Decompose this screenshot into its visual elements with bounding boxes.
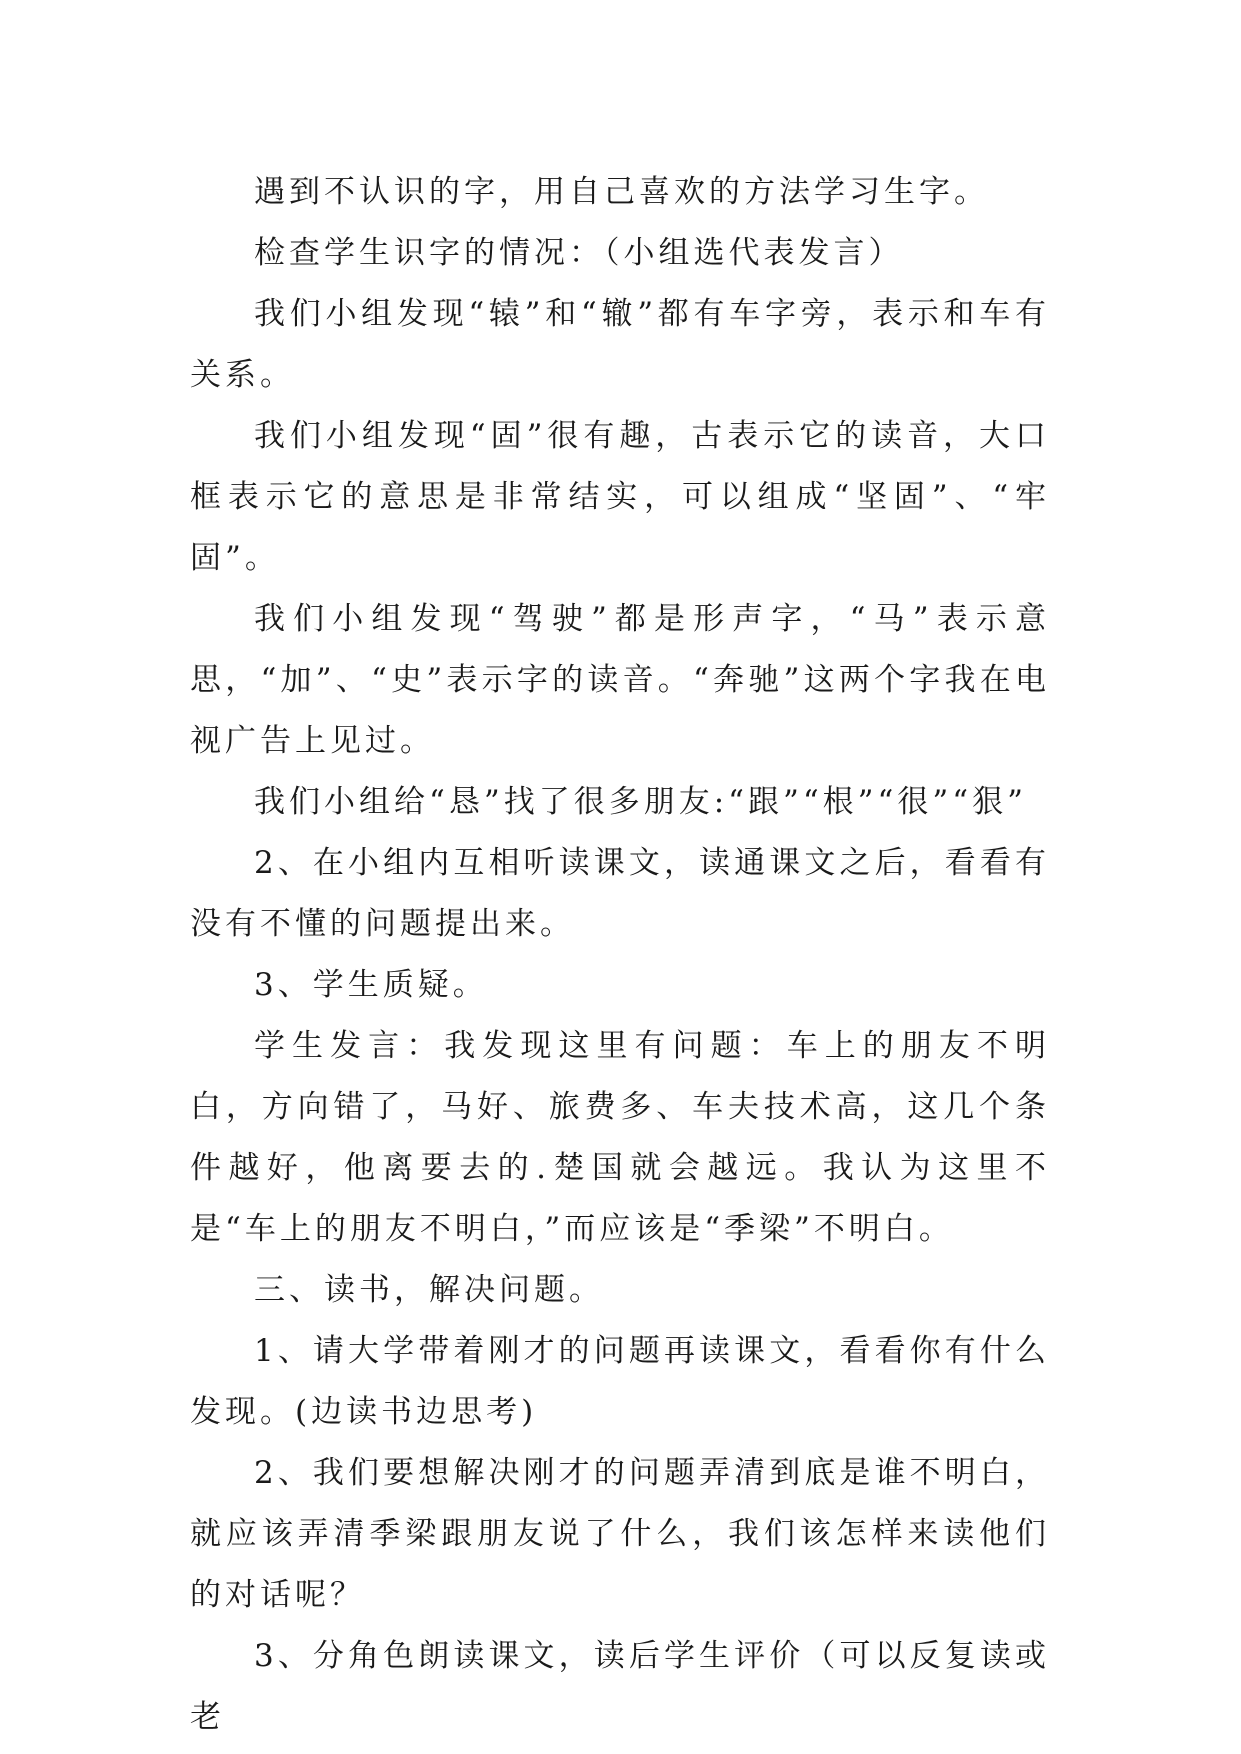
document-body (190, 162, 1050, 1748)
paragraph-learn-characters: 遇到不认识的字，用自己喜欢的方法学习生字。 (254, 174, 989, 210)
paragraph-role-reading: 3、分角色朗读课文，读后学生评价（可以反复读或老 (190, 1638, 1050, 1735)
section-heading-3: 三、读书，解决问题。 (254, 1272, 604, 1308)
paragraph-group-finding-1: 我们小组发现“辕”和“辙”都有车字旁，表示和车有关系。 (190, 296, 1050, 393)
paragraph-solve-question: 2、我们要想解决刚才的问题弄清到底是谁不明白，就应该弄清季梁跟朋友说了什么，我们该怎样来读他们的对话呢？ (190, 1455, 1050, 1613)
paragraph-group-finding-2: 我们小组发现“固”很有趣，古表示它的读音，大口框表示它的意思是非常结实，可以组成“坚固”、“牢固”。 (190, 418, 1050, 576)
paragraph-step-2: 2、在小组内互相听读课文，读通课文之后，看看有没有不懂的问题提出来。 (190, 845, 1050, 942)
paragraph-student-speech: 学生发言：我发现这里有问题：车上的朋友不明白，方向错了，马好、旅费多、车夫技术高，这几个条件越好，他离要去的.楚国就会越远。我认为这里不是“车上的朋友不明白，”而应该是“季梁”不明白。 (190, 1028, 1050, 1247)
paragraph-step-3: 3、学生质疑。 (254, 967, 488, 1003)
paragraph-group-finding-4: 我们小组给“恳”找了很多朋友:“跟”“根”“很”“狠” (254, 784, 1027, 820)
paragraph-group-finding-3: 我们小组发现“驾驶”都是形声字，“马”表示意思，“加”、“史”表示字的读音。“奔驰”这两个字我在电视广告上见过。 (190, 601, 1050, 759)
paragraph-reread: 1、请大学带着刚才的问题再读课文，看看你有什么发现。(边读书边思考) (190, 1333, 1050, 1430)
paragraph-check-literacy: 检查学生识字的情况：（小组选代表发言） (254, 235, 904, 271)
